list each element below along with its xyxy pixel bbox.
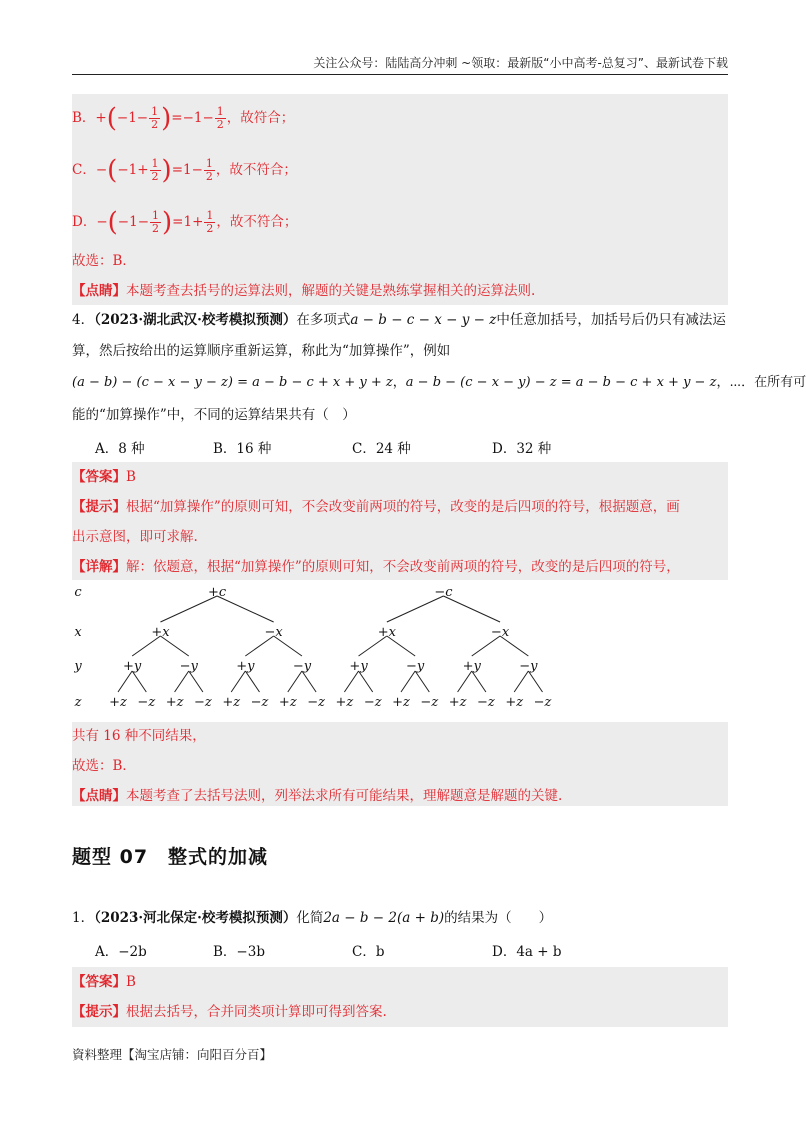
q4-line-3: (a − b) − (c − x − y − z) = a − b − c + x + y + z，a − b − (c − x − y) − z = a − b − c + x + y − z，⋯．在所有可 [72, 375, 806, 390]
tree-node-y: −y [179, 659, 198, 674]
q1-line-1: 1．（2023·河北保定·校考模拟预测）化简2a − b − 2(a + b)的结果为（ ） [72, 910, 553, 926]
q1-answer: 【答案】B [72, 974, 136, 990]
q4-option-d: D．32 种 [492, 441, 552, 457]
tree-edge [528, 671, 542, 692]
section-title: 题型 07 整式的加减 [72, 846, 269, 868]
tree-node-z: +z [335, 695, 354, 710]
tree-node-z: +z [278, 695, 297, 710]
prev-option-d: D．−(−1− $\frac{1}{2}$ )=1+ $\frac{1}{2}$ ，故不符合； [72, 207, 298, 238]
q4-hint-2: 出示意图，即可求解. [72, 529, 198, 545]
prev-comment: 【点睛】本题考查去括号的运算法则，解题的关键是熟练掌握相关的运算法则. [72, 283, 536, 299]
tree-node-z: −z [250, 695, 269, 710]
sign-tree-diagram [72, 580, 552, 712]
page-footer: 資料整理【淘宝店铺：向阳百分百】 [72, 1047, 273, 1062]
q4-line-1: 4．（2023·湖北武汉·校考模拟预测）在多项式a − b − c − x − y − z中任意加括号，加括号后仍只有减法运 [72, 312, 726, 328]
tree-edge [175, 671, 189, 692]
tree-node-z: −z [137, 695, 156, 710]
tree-node-z: +z [448, 695, 467, 710]
q4-detail: 【详解】解：依题意，根据“加算操作”的原则可知，不会改变前两项的符号，改变的是后四项的符号， [72, 559, 680, 575]
q4-line-4: 能的“加算操作”中，不同的运算结果共有（ ） [72, 407, 356, 423]
tree-edge [472, 671, 486, 692]
q1-option-d: D．4a + b [492, 944, 562, 960]
tree-edge [245, 671, 259, 692]
tree-edge [231, 671, 245, 692]
tree-row-label: x [74, 625, 82, 640]
tree-edge [288, 671, 302, 692]
tree-node-z: −z [363, 695, 382, 710]
tree-edge [514, 671, 528, 692]
tree-node-y: +y [462, 659, 481, 674]
q4-hint-1: 【提示】根据“加算操作”的原则可知，不会改变前两项的符号，改变的是后四项的符号，根据题意，画 [72, 499, 680, 515]
tree-node-y: −y [519, 659, 538, 674]
tree-edge [401, 671, 415, 692]
q4-option-c: C．24 种 [352, 441, 411, 457]
q4-total: 共有 16 种不同结果， [72, 728, 206, 744]
tree-node-x: +x [377, 625, 396, 640]
tree-node-z: −z [420, 695, 439, 710]
tree-node-z: −z [194, 695, 212, 710]
prev-choice: 故选：B． [72, 253, 136, 269]
tree-edge [118, 671, 132, 692]
tree-node-x: −x [264, 625, 283, 640]
q4-option-b: B．16 种 [213, 441, 272, 457]
tree-node-y: −y [406, 659, 425, 674]
tree-node-x: +x [151, 625, 170, 640]
tree-node-z: −z [477, 695, 495, 710]
tree-row-label: c [74, 585, 82, 600]
tree-node-z: +z [505, 695, 524, 710]
q4-answer: 【答案】B [72, 469, 136, 485]
header-rule [72, 74, 728, 75]
tree-node-y: +y [123, 659, 142, 674]
tree-node-z: +z [165, 695, 184, 710]
q1-option-c: C．b [352, 944, 385, 960]
q4-line-2: 算，然后按给出的运算顺序重新运算，称此为“加算操作”，例如 [72, 343, 451, 359]
q4-choice: 故选：B． [72, 758, 136, 774]
tree-row-label: z [74, 695, 82, 710]
q1-option-b: B．−3b [213, 944, 265, 960]
tree-edge [189, 671, 203, 692]
tree-node-z: −z [533, 695, 552, 710]
tree-edge [458, 671, 472, 692]
tree-node-y: −y [292, 659, 312, 674]
q4-option-a: A．8 种 [95, 441, 145, 457]
q1-hint: 【提示】根据去括号，合并同类项计算即可得到答案. [72, 1004, 387, 1020]
tree-node-z: −z [307, 695, 325, 710]
tree-node-z: +z [392, 695, 410, 710]
tree-edge [415, 671, 429, 692]
prev-option-b: B．+(−1− $\frac{1}{2}$ )=−1− $\frac{1}{2}$ ，故符合； [72, 103, 295, 134]
tree-edge [344, 671, 358, 692]
tree-row-label: y [74, 659, 82, 674]
tree-edge [132, 671, 146, 692]
tree-node-y: +y [236, 659, 255, 674]
tree-node-z: +z [222, 695, 241, 710]
tree-node-y: +y [349, 659, 368, 674]
q1-option-a: A．−2b [95, 944, 147, 960]
tree-node-c: +c [207, 585, 227, 600]
prev-option-c: C．−(−1+ $\frac{1}{2}$ )=1− $\frac{1}{2}$ ，故不符合； [72, 155, 297, 186]
tree-node-x: −x [490, 625, 510, 640]
tree-edge [359, 671, 373, 692]
page-header: 关注公众号：陆陆高分冲刺 ~领取：最新版“小中高考-总复习”、最新试卷下载 [313, 56, 728, 70]
tree-node-z: +z [109, 695, 127, 710]
tree-edge [302, 671, 316, 692]
q4-comment: 【点睛】本题考查了去括号法则，列举法求所有可能结果，理解题意是解题的关键. [72, 788, 563, 804]
tree-node-c: −c [434, 585, 453, 600]
